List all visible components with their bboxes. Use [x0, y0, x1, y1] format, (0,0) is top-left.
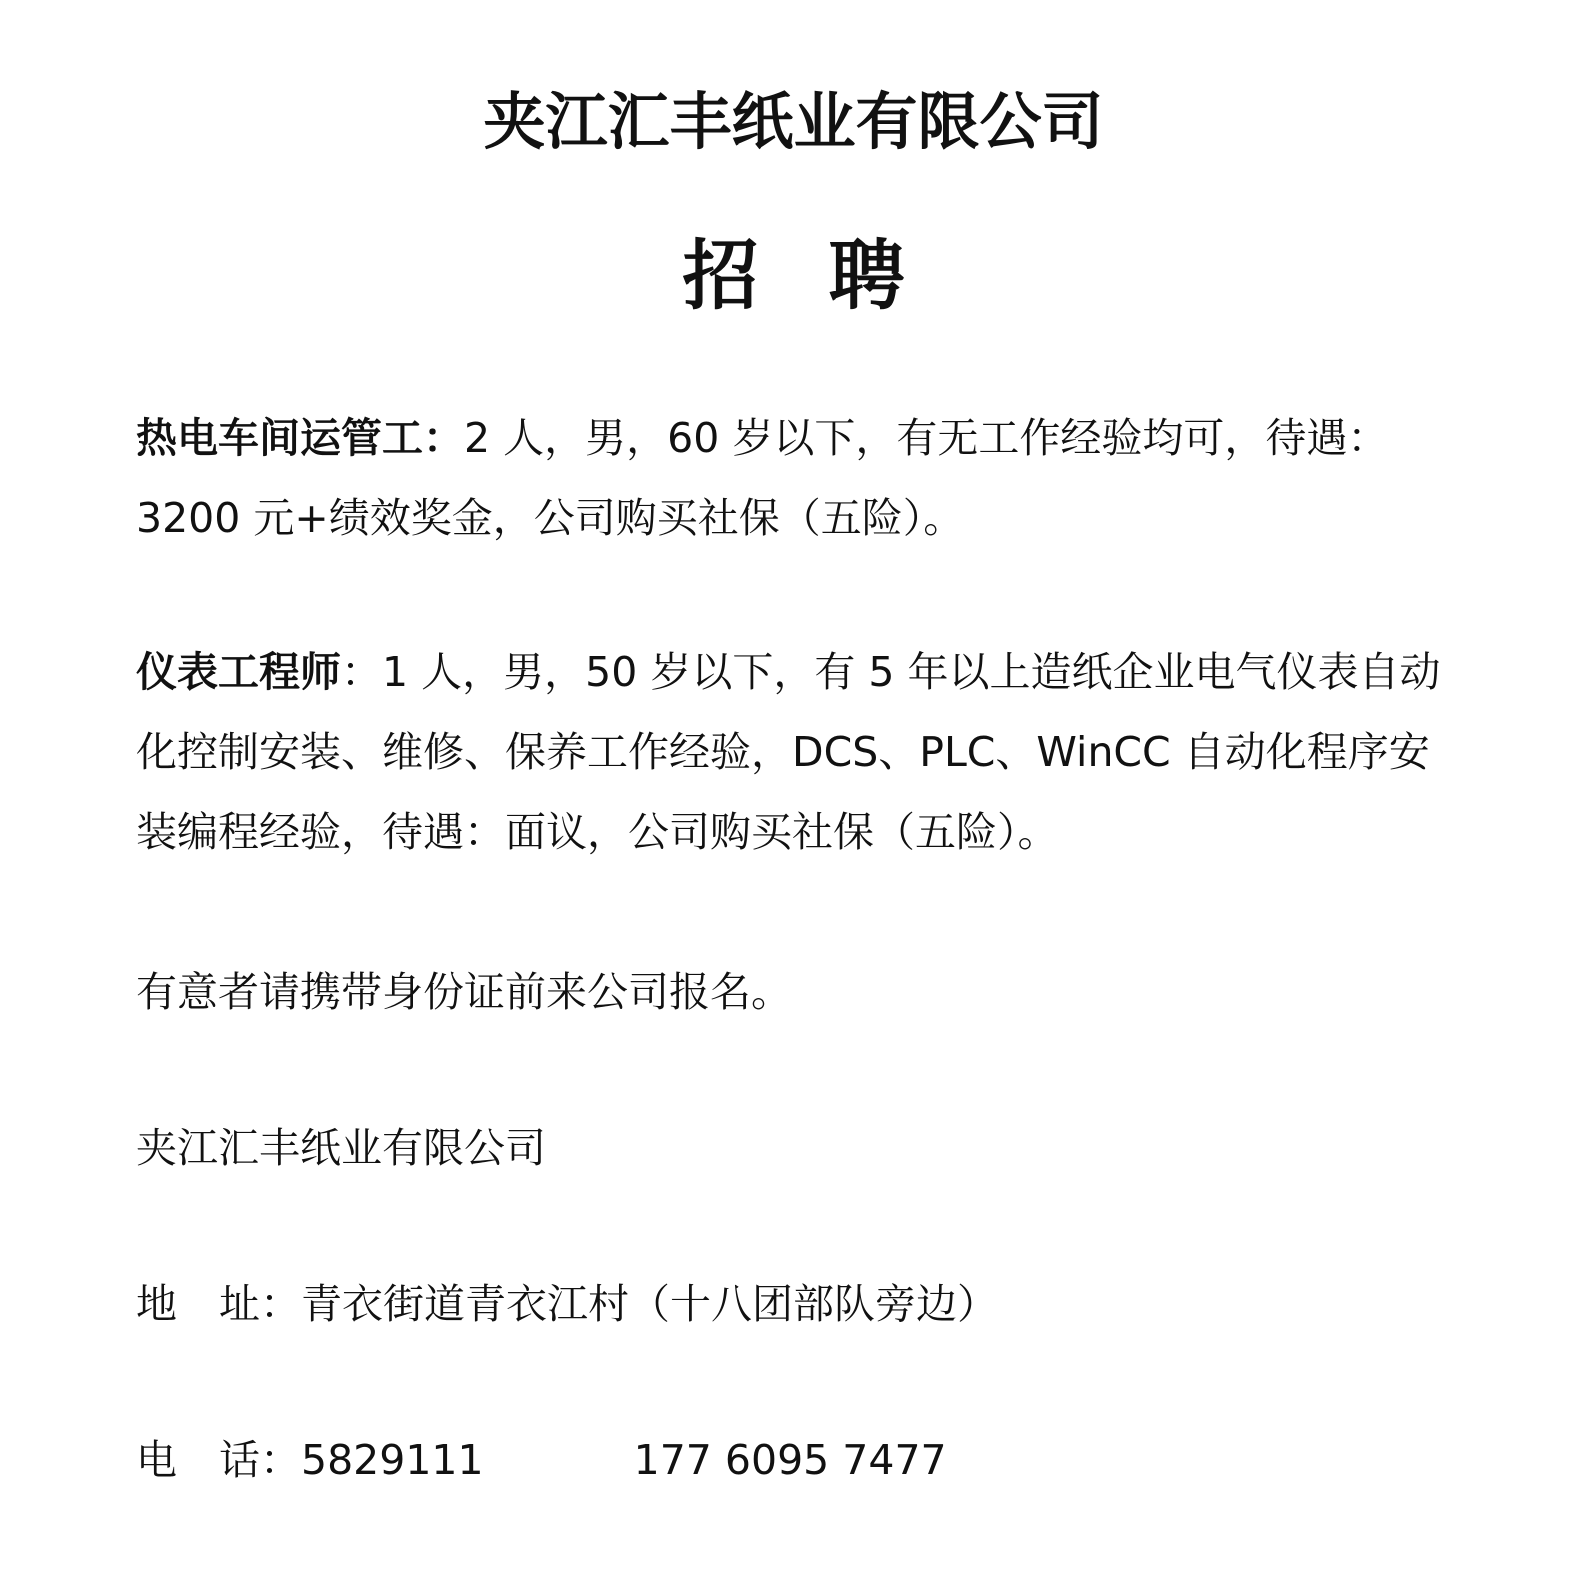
address-line [136, 1264, 1456, 1344]
company-title: 夹江汇丰纸业有限公司 [483, 85, 1104, 158]
job-title: 仪表工程师 [136, 648, 341, 696]
recruit-char-2: 聘 [828, 231, 905, 320]
job-title: 热电车间运管工： [136, 414, 464, 462]
job-details: 2 人，男，60 岁以下，有无工作经验均可，待遇：3200 元+绩效奖金，公司购买社保（五险）。 [136, 414, 1389, 542]
phone-label: 电 [136, 1436, 177, 1484]
recruit-title [0, 228, 1587, 324]
recruit-char-1: 招 [682, 231, 759, 320]
phone-label-2: 话： [219, 1436, 301, 1484]
address-label: 地 [136, 1280, 177, 1328]
phone-number-1: 5829111 [301, 1436, 484, 1484]
phone-number-2: 177 6095 7477 [633, 1436, 947, 1484]
job-details: ：1 人，男，50 岁以下，有 5 年以上造纸企业电气仪表自动化控制安装、维修、保养工作经验，DCS、PLC、WinCC 自动化程序安装编程经验，待遇：面议，公司购买社保（五险）。 [136, 648, 1441, 856]
phone-line [136, 1420, 1456, 1500]
company-signature: 夹江汇丰纸业有限公司 [136, 1124, 546, 1172]
job-posting-instrument-engineer [136, 632, 1456, 872]
apply-note: 有意者请携带身份证前来公司报名。 [136, 968, 792, 1016]
address-value: 青衣街道青衣江村（十八团部队旁边） [301, 1280, 998, 1328]
address-label-2: 址： [219, 1280, 301, 1328]
job-posting-operator [136, 398, 1456, 558]
